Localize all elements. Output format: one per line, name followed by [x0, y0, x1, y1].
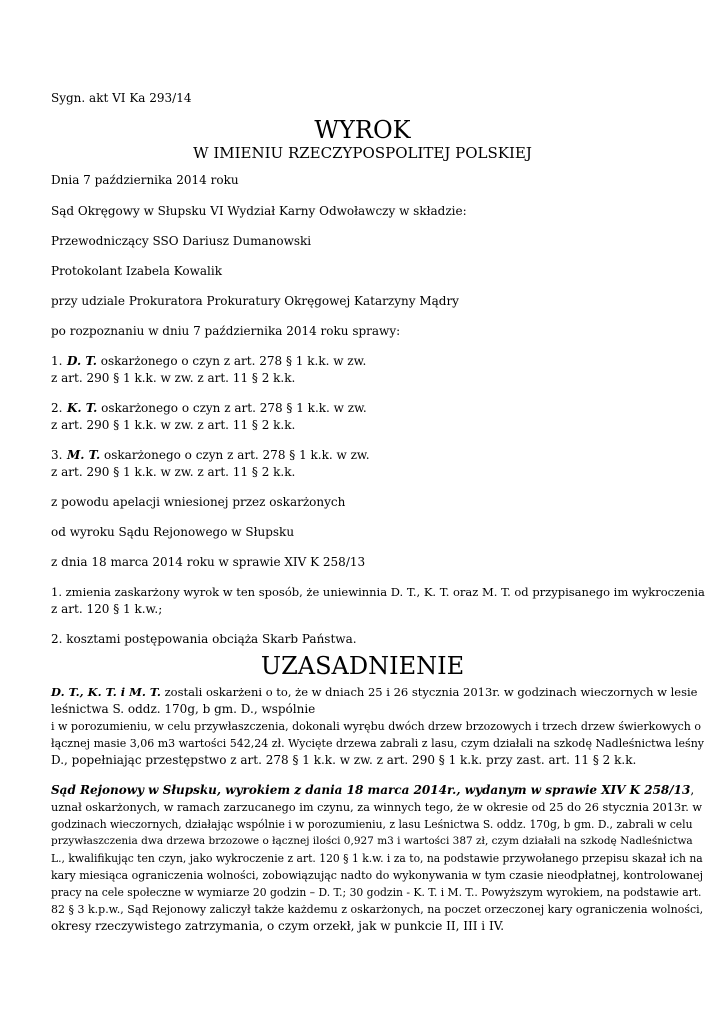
paragraph-line: łącznej masie 3,06 m3 wartości 542,24 zł. Wycięte drzewa zabrali z lasu, czym działali na szkodę Nadleśnictwa leśny — [51, 737, 705, 750]
intro-presiding-judge: Przewodniczący SSO Dariusz Dumanowski — [51, 234, 312, 248]
defendant-number: 2. — [51, 401, 63, 415]
defendant-name: D. T. — [67, 354, 97, 368]
appeal-reason: z powodu apelacji wniesionej przez oskarżonych — [51, 495, 346, 509]
paragraph-line: kary miesiąca ograniczenia wolności, zobowiązując nadto do wykonywania w tym czasie nieodpłatnej, kontrolowanej — [51, 869, 703, 882]
document-subtitle: W IMIENIU RZECZYPOSPOLITEJ POLSKIEJ — [193, 144, 532, 162]
justification-title: UZASADNIENIE — [260, 652, 465, 680]
document-page: Sygn. akt VI Ka 293/14 WYROK W IMIENIU RZECZYPOSPOLITEJ POLSKIEJ Dnia 7 października 2014 roku Sąd Okręgowy w Słupsku VI Wydział Karny Odwoławczy w składzie: Przewodniczący SSO Dariusz Dumanowski Protokolant Izabela Kowalik przy udziale Prokuratora Prokuratury Okręgowej Katarzyny Mądry po rozpoznaniu w dniu 7 października 2014 roku sprawy: 1. D. T. oskarżonego o czyn z art. 278 § 1 k.k. w zw. z art. 290 § 1 k.k. w zw. z art. 11 § 2 k.k. 2. K. T. oskarżonego o czyn z art. 278 § 1 k.k. w zw. z art. 290 § 1 k.k. w zw. z art. 11 § 2 k.k. 3. M. T. oskarżonego o czyn z art. 278 § 1 k.k. w zw. z art. 290 § 1 k.k. w zw. z art. 11 § 2 k.k. z powodu apelacji wniesionej przez oskarżonych od wyroku Sądu Rejonowego w Słupsku z dnia 18 marca 2014 roku w sprawie XIV K 258/13 1. zmienia zaskarżony wyrok w ten sposób, że uniewinnia D. T., K. T. oraz M. T. od przypisanego im wykroczenia z art. 120 § 1 k.w.; 2. kosztami postępowania obciąża Skarb Państwa. UZASADNIENIE D. T., K. T. i M. T. zostali oskarżeni o to, że w dniach 25 i 26 stycznia 2013r. w godzinach wieczornych w lesie leśnictwa S. oddz. 170g, b gm. D., wspólnie i w porozumieniu, w celu przywłaszczenia, dokonali wyrębu dwóch drzew brzozowych i trzech drzew świerkowych o łącznej masie 3,06 m3 wartości 542,24 zł. Wycięte drzewa zabrali z lasu, czym działali na szkodę Nadleśnictwa leśny D., popełniając przestępstwo z art. 278 § 1 k.k. w zw. z art. 290 § 1 k.k. przy zast. art. 11 § 2 k.k. Sąd Rejonowy w Słupsku, wyrokiem z dania 18 marca 2014r., wydanym w sprawie XIV K 258/13, uznał oskarżonych, w ramach zarzucanego im czynu, za winnych tego, że w okresie od 25 do 26 stycznia 2013r. w godzinach wieczornych, działając wspólnie i w porozumieniu, z lasu Leśnictwa S. oddz. 170g, b gm. D., zabrali w celu przywłaszczenia dwa drzewa brzozowe o łącznej ilości 0,927 m3 i wartości 387 zł, czym działali na szkodę Nadleśnictwa L., kwalifikując ten czyn, jako wykroczenie z art. 120 § 1 k.w. i za to, na podstawie przywołanego przepisu skazał ich na kary miesiąca ograniczenia wolności, zobowiązując nadto do wykonywania w tym czasie nieodpłatnej, kontrolowanej pracy na cele społeczne w wymiarze 20 godzin – D. T.; 30 godzin - K. T. i M. T.. Powyższym wyrokiem, na podstawie art. 82 § 3 k.p.w., Sąd Rejonowy zaliczył także każdemu z oskarżonych, na poczet orzeczonej kary ograniczenia wolności, okresy rzeczywistego zatrzymania, o czym orzekł, jak w punkcie II, III i IV. — [0, 0, 725, 1024]
paragraph-line: D., popełniając przestępstwo z art. 278 § 1 k.k. w zw. z art. 290 § 1 k.k. przy zast. art. 11 § 2 k.k. — [51, 753, 637, 767]
appeal-case-date: z dnia 18 marca 2014 roku w sprawie XIV K 258/13 — [51, 555, 366, 569]
defendant-charge: oskarżonego o czyn z art. 278 § 1 k.k. w zw. — [97, 401, 367, 415]
intro-prosecutor: przy udziale Prokuratora Prokuratury Okręgowej Katarzyny Mądry — [51, 294, 459, 308]
paragraph-line: 82 § 3 k.p.w., Sąd Rejonowy zaliczył także każdemu z oskarżonych, na poczet orzeczonej kary ograniczenia wolności, — [51, 903, 704, 916]
defendant-number: 1. — [51, 354, 63, 368]
paragraph-line: i w porozumieniu, w celu przywłaszczenia, dokonali wyrębu dwóch drzew brzozowych i trzech drzew świerkowych o — [51, 720, 701, 733]
paragraph-line: przywłaszczenia dwa drzewa brzozowe o łącznej ilości 0,927 m3 i wartości 387 zł, czym działali na szkodę Nadleśnictwa — [51, 835, 693, 847]
defendant-charge: oskarżonego o czyn z art. 278 § 1 k.k. w zw. — [96, 354, 367, 368]
ruling-1: 1. zmienia zaskarżony wyrok w ten sposób, że uniewinnia D. T., K. T. oraz M. T. od przypisanego im wykroczenia — [51, 585, 705, 599]
defendant-name: K. T. — [67, 401, 98, 415]
paragraph-line: uznał oskarżonych, w ramach zarzucanego im czynu, za winnych tego, że w okresie od 25 do 26 stycznia 2013r. w — [51, 801, 703, 814]
defendant-charge-continued: z art. 290 § 1 k.k. w zw. z art. 11 § 2 k.k. — [51, 418, 296, 432]
paragraph-line: pracy na cele społeczne w wymiarze 20 godzin – D. T.; 30 godzin - K. T. i M. T.. Powyższym wyrokiem, na podstawie art. — [51, 886, 702, 899]
paragraph-lead: D. T., K. T. i M. T. — [51, 685, 161, 699]
paragraph-line: leśnictwa S. oddz. 170g, b gm. D., wspólnie — [51, 702, 316, 716]
defendant-charge-continued: z art. 290 § 1 k.k. w zw. z art. 11 § 2 k.k. — [51, 465, 296, 479]
ruling-1-continued: z art. 120 § 1 k.w.; — [51, 602, 163, 616]
defendant-charge-continued: z art. 290 § 1 k.k. w zw. z art. 11 § 2 k.k. — [51, 371, 296, 385]
intro-clerk: Protokolant Izabela Kowalik — [51, 264, 222, 278]
intro-date: Dnia 7 października 2014 roku — [51, 173, 239, 187]
paragraph-line: L., kwalifikując ten czyn, jako wykroczenie z art. 120 § 1 k.w. i za to, na podstawie przywołanego przepisu skazał ich na — [51, 852, 703, 865]
defendant-number: 3. — [51, 448, 63, 462]
paragraph-line: okresy rzeczywistego zatrzymania, o czym orzekł, jak w punkcie II, III i IV. — [51, 919, 505, 933]
defendant-charge: oskarżonego o czyn z art. 278 § 1 k.k. w zw. — [100, 448, 370, 462]
paragraph-line: godzinach wieczornych, działając wspólnie i w porozumieniu, z lasu Leśnictwa S. oddz. 170g, b gm. D., zabrali w celu — [51, 818, 693, 831]
intro-court: Sąd Okręgowy w Słupsku VI Wydział Karny Odwoławczy w składzie: — [51, 204, 467, 218]
document-title: WYROK — [314, 116, 411, 144]
appeal-lower-court: od wyroku Sądu Rejonowego w Słupsku — [51, 525, 295, 539]
ruling-2: 2. kosztami postępowania obciąża Skarb Państwa. — [51, 632, 357, 646]
intro-hearing: po rozpoznaniu w dniu 7 października 2014 roku sprawy: — [51, 324, 401, 338]
case-signature: Sygn. akt VI Ka 293/14 — [51, 91, 192, 105]
paragraph-lead: Sąd Rejonowy w Słupsku, wyrokiem z dania 18 marca 2014r., wydanym w sprawie XIV K 258/13 — [51, 783, 691, 797]
defendant-name: M. T. — [67, 448, 101, 462]
